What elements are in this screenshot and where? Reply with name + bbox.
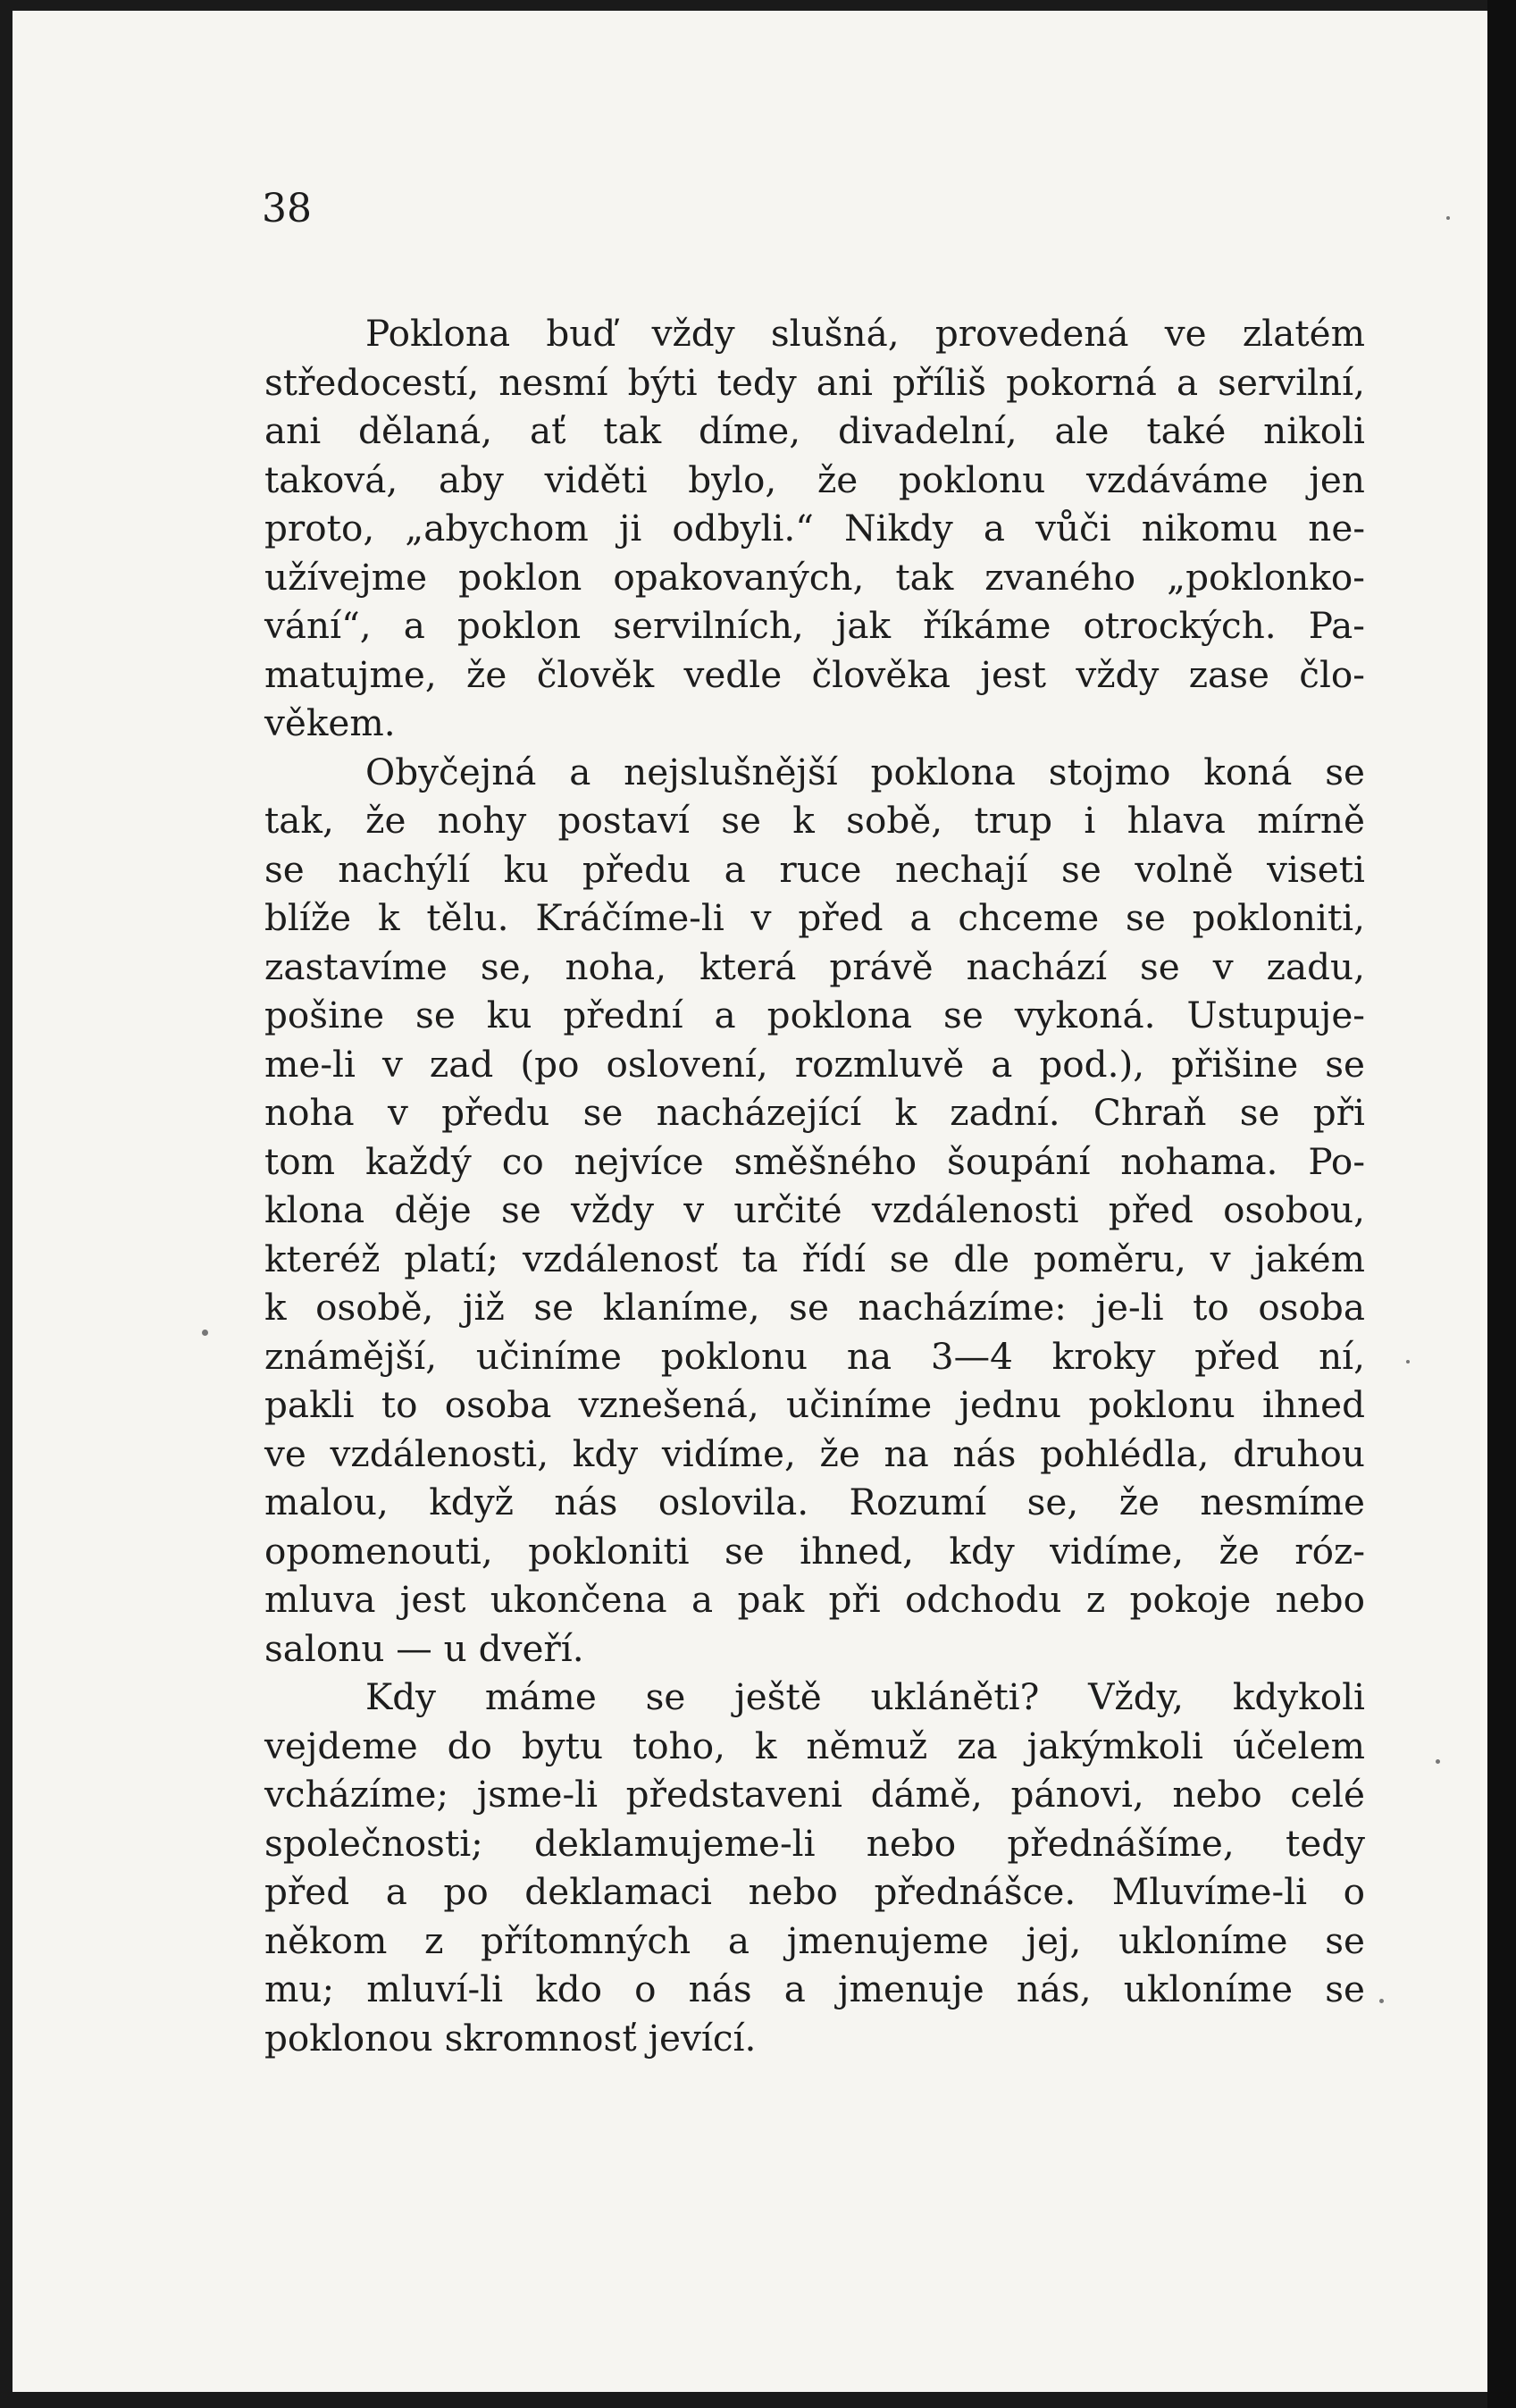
text-line: pakli to osoba vznešená, učiníme jednu poklonu ihned	[264, 1383, 1365, 1426]
text-line: věkem.	[264, 701, 396, 744]
text-line: salonu — u dveří.	[264, 1626, 584, 1670]
text-line: se nachýlí ku předu a ruce nechají se volně viseti	[264, 847, 1365, 891]
text-line: tom každý co nejvíce směšného šoupání nohama. Po-	[264, 1139, 1365, 1183]
text-line: me-li v zad (po oslovení, rozmluvě a pod.), přišine se	[264, 1042, 1365, 1086]
paragraph	[264, 748, 1365, 1674]
text-line: někom z přítomných a jmenujeme jej, ukloníme se	[264, 1918, 1365, 1962]
text-line: společnosti; deklamujeme-li nebo přednášíme, tedy	[264, 1821, 1365, 1865]
text-line: noha v předu se nacházející k zadní. Chraň se při	[264, 1091, 1365, 1134]
text-line: Obyčejná a nejslušnější poklona stojmo koná se	[365, 750, 1365, 793]
scan-speck	[1436, 1759, 1440, 1764]
text-line: blíže k tělu. Kráčíme-li v před a chceme se pokloniti,	[264, 896, 1365, 939]
paragraph	[264, 1673, 1365, 2062]
text-line: ani dělaná, ať tak díme, divadelní, ale také nikoli	[264, 409, 1365, 452]
text-line: vcházíme; jsme-li představeni dámě, pánovi, nebo celé	[264, 1773, 1365, 1816]
body-text	[264, 309, 1365, 2062]
text-line: k osobě, již se klaníme, se nacházíme: je-li to osoba	[264, 1286, 1365, 1329]
text-line: vejdeme do bytu toho, k němuž za jakýmkoli účelem	[264, 1724, 1365, 1767]
text-line: malou, když nás oslovila. Rozumí se, že nesmíme	[264, 1481, 1365, 1523]
text-line: taková, aby viděti bylo, že poklonu vzdáváme jen	[264, 457, 1365, 501]
page-number: 38	[262, 186, 312, 231]
text-line: před a po deklamaci nebo přednášce. Mluvíme-li o	[264, 1870, 1365, 1913]
text-line: mluva jest ukončena a pak při odchodu z pokoje nebo	[264, 1578, 1365, 1621]
text-line: Poklona buď vždy slušná, provedená ve zlatém	[365, 312, 1365, 355]
text-line: kteréž platí; vzdálenosť ta řídí se dle poměru, v jakém	[264, 1237, 1365, 1280]
text-line: vání“, a poklon servilních, jak říkáme otrockých. Pa-	[264, 604, 1365, 647]
scan-speck	[202, 1330, 208, 1336]
text-line: poklonou skromnosť jevící.	[264, 2016, 757, 2060]
text-line: zastavíme se, noha, která právě nachází se v zadu,	[264, 944, 1365, 988]
text-line: matujme, že člověk vedle člověka jest vždy zase člo-	[264, 652, 1365, 696]
scan-edge	[1487, 0, 1516, 2408]
text-line: proto, „abychom ji odbyli.“ Nikdy a vůči nikomu ne-	[264, 507, 1365, 550]
text-line: pošine se ku přední a poklona se vykoná. Ustupuje-	[264, 994, 1365, 1036]
scan-speck	[1446, 216, 1450, 220]
text-line: tak, že nohy postaví se k sobě, trup i hlava mírně	[264, 799, 1365, 842]
text-line: Kdy máme se ještě ukláněti? Vždy, kdykoli	[365, 1675, 1365, 1718]
text-line: známější, učiníme poklonu na 3—4 kroky před ní,	[264, 1334, 1365, 1378]
book-page	[13, 11, 1487, 2392]
text-line: mu; mluví-li kdo o nás a jmenuje nás, ukloníme se	[264, 1968, 1365, 2010]
text-line: užívejme poklon opakovaných, tak zvaného „poklonko-	[264, 555, 1365, 599]
text-line: středocestí, nesmí býti tedy ani příliš pokorná a servilní,	[264, 360, 1365, 404]
text-line: opomenouti, pokloniti se ihned, kdy vidíme, že róz-	[264, 1529, 1365, 1573]
scan-speck	[1406, 1360, 1410, 1363]
paragraph	[264, 309, 1365, 748]
text-line: ve vzdálenosti, kdy vidíme, že na nás pohlédla, druhou	[264, 1431, 1365, 1475]
scan-speck	[1379, 1999, 1384, 2003]
text-line: klona děje se vždy v určité vzdálenosti před osobou,	[264, 1188, 1365, 1231]
